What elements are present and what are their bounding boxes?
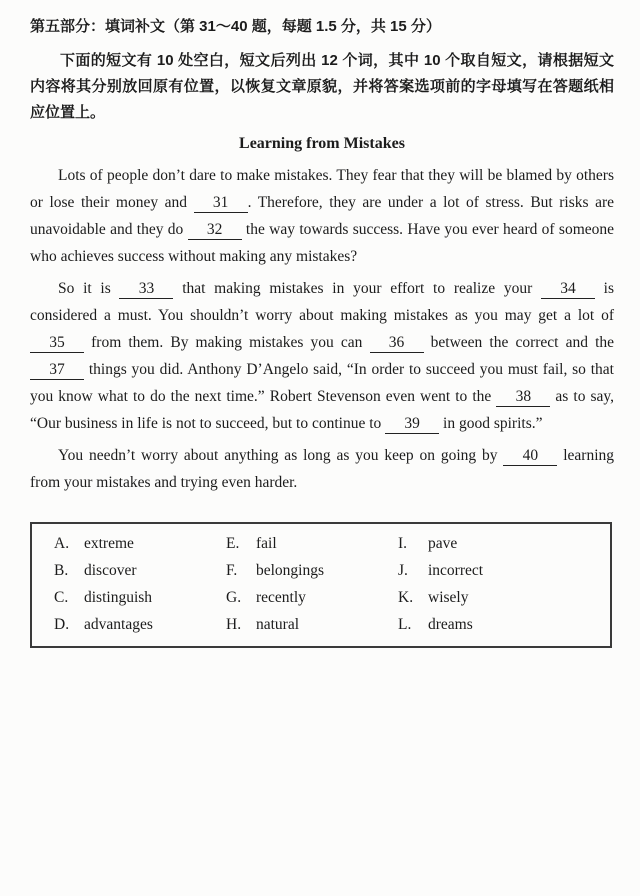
option-letter: H. (226, 616, 242, 633)
p2-text-3: is considered a must. You shouldn’t worry about making mistakes as you may get a lot of (30, 280, 615, 324)
option-letter: K. (398, 589, 414, 606)
blank-38: 38 (496, 388, 550, 407)
option-word: fail (256, 535, 277, 552)
blank-39: 39 (385, 415, 439, 434)
option-letter: L. (398, 616, 412, 633)
option-word: belongings (256, 562, 325, 579)
option-letter: B. (54, 562, 69, 579)
blank-40: 40 (503, 447, 557, 466)
option-letter: J. (398, 562, 408, 579)
blank-36: 36 (370, 334, 424, 353)
p3-text-2: learning from your mistakes and trying even harder. (30, 447, 615, 491)
option-word: dreams (428, 616, 473, 633)
passage-paragraph-2 (30, 275, 614, 437)
option-word: extreme (84, 535, 134, 552)
option-word: natural (256, 616, 300, 633)
word-option-i (398, 530, 604, 557)
option-letter: G. (226, 589, 242, 606)
p2-text-7: as to say, “Our business in life is not to succeed, but to continue to (30, 388, 615, 432)
passage-paragraph-1 (30, 162, 614, 270)
option-letter: E. (226, 535, 240, 552)
word-option-d (54, 611, 226, 638)
option-letter: I. (398, 535, 408, 552)
p1-text-1: Lots of people don’t dare to make mistakes. They fear that they will be blamed by others or lose their money and (30, 167, 614, 211)
option-word: discover (84, 562, 137, 579)
passage-paragraph-3 (30, 442, 614, 496)
blank-35: 35 (30, 334, 84, 353)
blank-34: 34 (541, 280, 595, 299)
word-option-b (54, 557, 226, 584)
option-word: incorrect (428, 562, 484, 579)
passage-title: Learning from Mistakes (239, 135, 405, 152)
blank-31: 31 (194, 194, 248, 213)
option-word: distinguish (84, 589, 153, 606)
word-option-c (54, 584, 226, 611)
p2-text-2: that making mistakes in your effort to realize your (182, 280, 533, 297)
p2-text-1: So it is (58, 280, 111, 297)
p2-text-4: from them. By making mistakes you can (91, 334, 363, 351)
option-word: recently (256, 589, 306, 606)
p1-text-3: the way towards success. Have you ever heard of someone who achieves success without making any mistakes? (30, 221, 615, 265)
option-letter: A. (54, 535, 70, 552)
option-letter: F. (226, 562, 238, 579)
word-option-a (54, 530, 226, 557)
p2-text-8: in good spirits.” (443, 415, 543, 432)
p1-text-2: . Therefore, they are under a lot of stress. But risks are unavoidable and they do (30, 194, 615, 238)
word-option-f (226, 557, 398, 584)
option-letter: C. (54, 589, 69, 606)
word-bank-column-2 (226, 530, 398, 638)
blank-37: 37 (30, 361, 84, 380)
blank-33: 33 (119, 280, 173, 299)
section-header: 第五部分：填词补文（第 31～40 题，每题 1.5 分，共 15 分） (30, 18, 441, 35)
option-word: advantages (84, 616, 153, 633)
word-option-k (398, 584, 604, 611)
word-option-l (398, 611, 604, 638)
option-letter: D. (54, 616, 70, 633)
word-option-j (398, 557, 604, 584)
word-bank-box (30, 522, 612, 648)
word-bank-column-1 (54, 530, 226, 638)
option-word: pave (428, 535, 458, 552)
word-option-h (226, 611, 398, 638)
blank-32: 32 (188, 221, 242, 240)
option-word: wisely (428, 589, 469, 606)
p2-text-6: things you did. Anthony D’Angelo said, “In order to succeed you must fail, so that you know what to do the next time.” Robert Stevenson even went to the (30, 361, 614, 405)
word-bank-column-3 (398, 530, 604, 638)
instructions-paragraph: 下面的短文有 10 处空白，短文后列出 12 个词，其中 10 个取自短文，请根据短文内容将其分别放回原有位置，以恢复文章原貌，并将答案选项前的字母填写在答题纸相应位置上。 (30, 52, 614, 121)
word-option-g (226, 584, 398, 611)
word-option-e (226, 530, 398, 557)
p2-text-5: between the correct and the (430, 334, 615, 351)
p3-text-1: You needn’t worry about anything as long as you keep on going by (58, 447, 498, 464)
